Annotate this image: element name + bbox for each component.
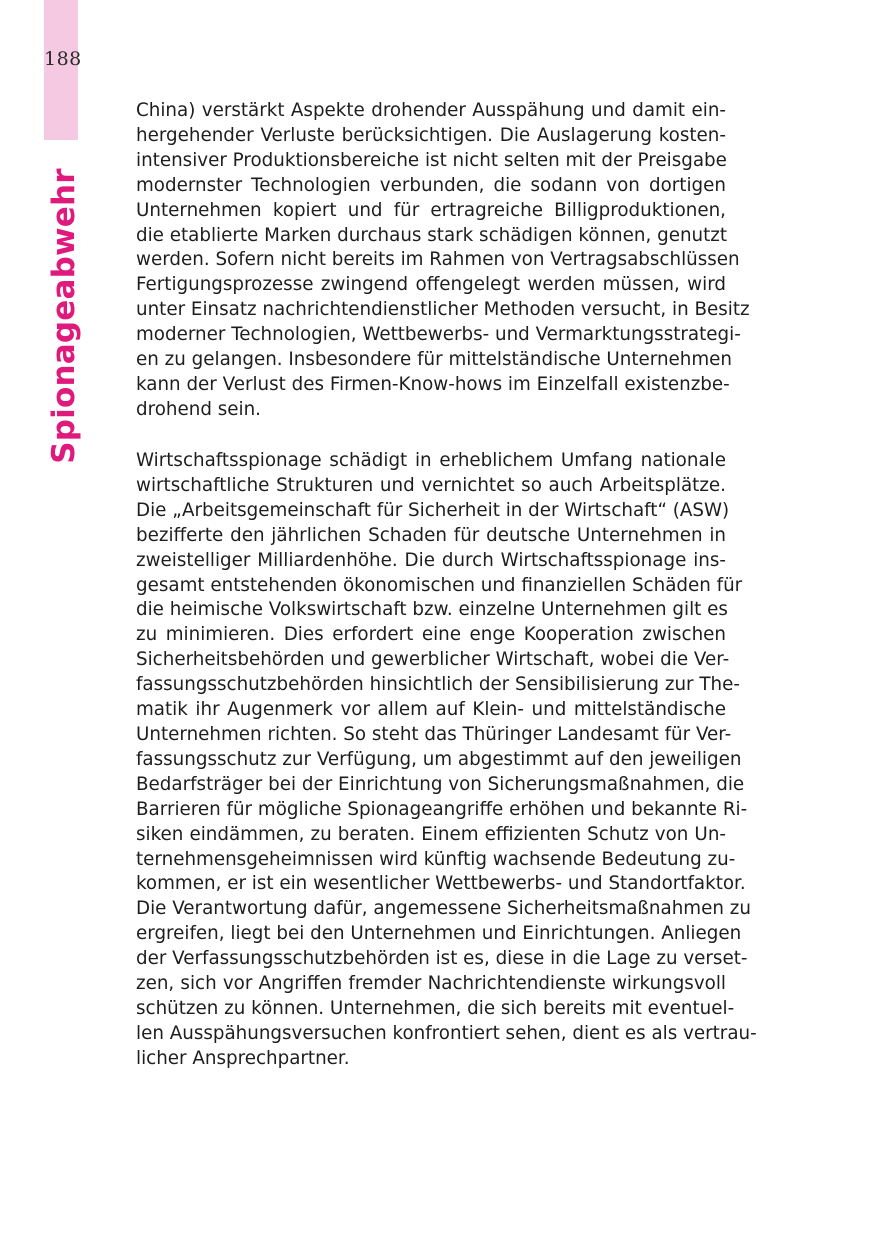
text-line: werden. Sofern nicht bereits im Rahmen von Vertragsabschlüssen (136, 249, 740, 271)
text-line: modernster Technologien verbunden, die sodann von dortigen (136, 174, 726, 196)
text-line: Barrieren für mögliche Spionageangriffe erhöhen und bekannte Ri- (136, 798, 748, 820)
text-line: kann der Verlust des Firmen-Know-hows im Einzelfall existenzbe- (136, 373, 730, 395)
text-line: Fertigungsprozesse zwingend offengelegt werden müssen, wird (136, 274, 726, 296)
text-line: fassungsschutz zur Verfügung, um abgestimmt auf den jeweiligen (136, 748, 742, 770)
text-line: Sicherheitsbehörden und gewerblicher Wirtschaft, wobei die Ver- (136, 649, 730, 671)
text-line: len Ausspähungsversuchen konfrontiert sehen, dient es als vertrau- (136, 1022, 757, 1044)
text-line: Unternehmen richten. So steht das Thüringer Landesamt für Ver- (136, 723, 732, 745)
text-line: drohend sein. (136, 398, 261, 420)
page-number: 188 (44, 48, 82, 70)
text-line: Unternehmen kopiert und für ertragreiche Billigproduktionen, (136, 199, 726, 221)
page-margin-band (44, 0, 78, 140)
text-line: intensiver Produktionsbereiche ist nicht selten mit der Preisgabe (136, 149, 727, 171)
text-line: licher Ansprechpartner. (136, 1047, 350, 1069)
text-line: zweistelliger Milliardenhöhe. Die durch Wirtschaftsspionage ins- (136, 549, 726, 571)
text-line: Wirtschaftsspionage schädigt in erheblichem Umfang nationale (136, 450, 726, 471)
text-line: zu minimieren. Dies erfordert eine enge Kooperation zwischen (136, 624, 726, 646)
text-line: China) verstärkt Aspekte drohender Ausspähung und damit ein- (136, 100, 726, 121)
text-line: wirtschaftliche Strukturen und vernichtet so auch Arbeitsplätze. (136, 474, 726, 496)
text-line: der Verfassungsschutzbehörden ist es, diese in die Lage zu verset- (136, 948, 748, 970)
text-line: bezifferte den jährlichen Schaden für deutsche Unternehmen in (136, 524, 726, 546)
paragraph-2 (136, 449, 757, 1072)
text-line: hergehender Verluste berücksichtigen. Die Auslagerung kosten- (136, 124, 726, 146)
text-line: siken eindämmen, zu beraten. Einem effizienten Schutz von Un- (136, 823, 726, 845)
text-line: die heimische Volkswirtschaft bzw. einzelne Unternehmen gilt es (136, 599, 728, 621)
text-line: unter Einsatz nachrichtendienstlicher Methoden versucht, in Besitz (136, 299, 750, 321)
text-line: Die „Arbeitsgemeinschaft für Sicherheit in der Wirtschaft“ (ASW) (136, 499, 730, 521)
text-line: schützen zu können. Unternehmen, die sich bereits mit eventuel- (136, 997, 735, 1019)
text-line: Die Verantwortung dafür, angemessene Sicherheitsmaßnahmen zu (136, 898, 751, 920)
text-line: kommen, er ist ein wesentlicher Wettbewerbs- und Standortfaktor. (136, 873, 746, 895)
text-line: ternehmensgeheimnissen wird künftig wachsende Bedeutung zu- (136, 848, 736, 870)
text-line: fassungsschutzbehörden hinsichtlich der Sensibilisierung zur The- (136, 674, 740, 696)
text-line: gesamt entstehenden ökonomischen und finanziellen Schäden für (136, 574, 743, 596)
section-title-vertical: Spionageabwehr (46, 168, 82, 464)
text-line: moderner Technologien, Wettbewerbs- und Vermarktungsstrategi- (136, 324, 741, 346)
text-line: zen, sich vor Angriffen fremder Nachrichtendienste wirkungsvoll (136, 973, 726, 995)
text-line: ergreifen, liegt bei den Unternehmen und Einrichtungen. Anliegen (136, 923, 742, 945)
paragraph-1 (136, 99, 750, 423)
text-line: die etablierte Marken durchaus stark schädigen können, genutzt (136, 224, 728, 246)
text-line: matik ihr Augenmerk vor allem auf Klein- und mittelständische (136, 699, 726, 721)
text-line: en zu gelangen. Insbesondere für mittelständische Unternehmen (136, 349, 733, 371)
text-line: Bedarfsträger bei der Einrichtung von Sicherungsmaßnahmen, die (136, 773, 745, 795)
